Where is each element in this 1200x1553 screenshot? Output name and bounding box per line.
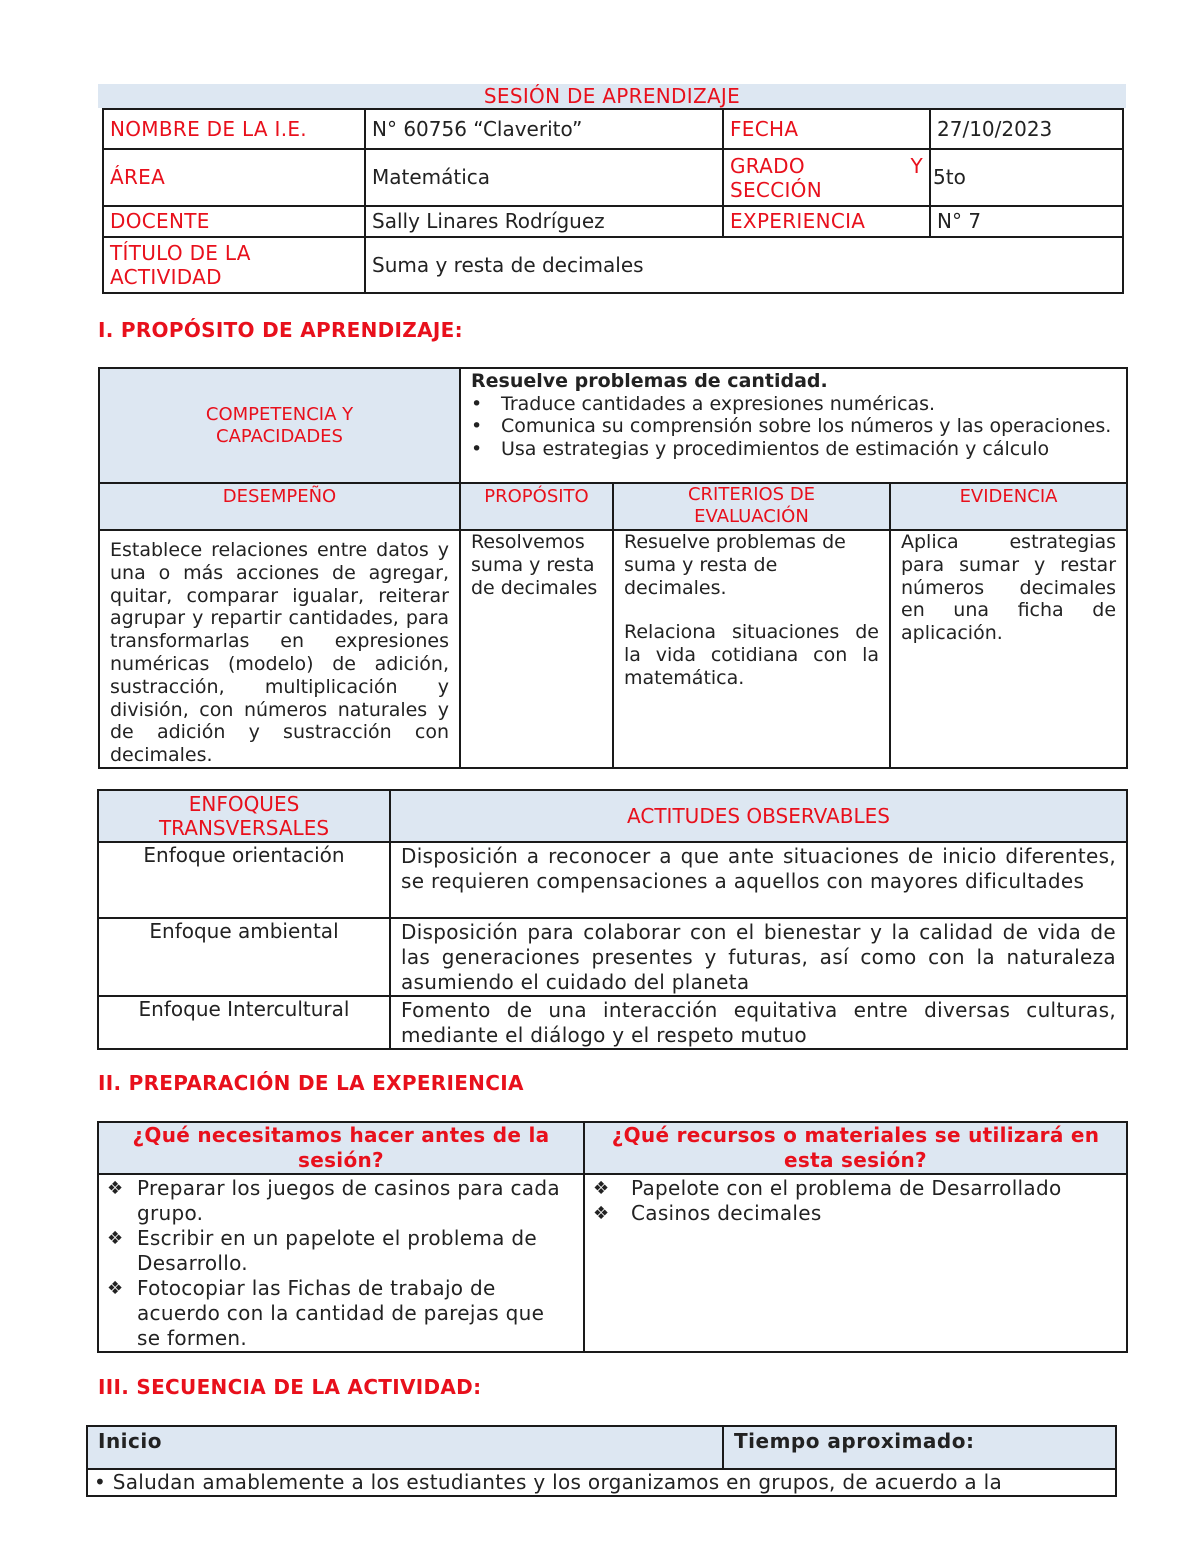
- docente-label: DOCENTE: [103, 206, 365, 237]
- session-title: SESIÓN DE APRENDIZAJE: [483, 84, 741, 108]
- area-value: Matemática: [365, 149, 723, 206]
- header-info-table: [102, 108, 1124, 294]
- enfoque-actitud: Disposición para colaborar con el bienestar y la calidad de vida de las generaciones presentes y futuras, así como con la naturaleza asumiendo el cuidado del planeta: [390, 918, 1127, 996]
- col-desempeno: DESEMPEÑO: [99, 483, 460, 530]
- section-3-heading: III. SECUENCIA DE LA ACTIVIDAD:: [98, 1375, 482, 1399]
- competencia-label-cell: [99, 368, 460, 483]
- docente-value: Sally Linares Rodríguez: [365, 206, 723, 237]
- grado-label-1: GRADO: [730, 153, 805, 178]
- diamond-bullet-icon: ❖: [107, 1228, 124, 1249]
- antes-cell: [98, 1174, 584, 1352]
- diamond-bullet-icon: ❖: [593, 1203, 610, 1224]
- col-actitudes: ACTITUDES OBSERVABLES: [390, 790, 1127, 842]
- desempeno-text: Establece relaciones entre datos y una o más acciones de agregar, quitar, comparar igualar, reiterar agrupar y repartir cantidades, para transformarlas en expresiones numéricas (modelo) de adición, sustracción, multiplicación y división, con números naturales y de adición y sustracción con decimales.: [99, 530, 460, 768]
- competencia-content: [460, 368, 1127, 483]
- experiencia-label: EXPERIENCIA: [723, 206, 930, 237]
- fecha-value: 27/10/2023: [930, 109, 1123, 149]
- capacidad-item: • Traduce cantidades a expresiones numéricas.: [471, 392, 936, 415]
- competencia-title: Resuelve problemas de cantidad.: [471, 370, 828, 392]
- diamond-bullet-icon: ❖: [107, 1178, 124, 1199]
- diamond-bullet-icon: ❖: [107, 1278, 124, 1299]
- col-criterios: CRITERIOS DE EVALUACIÓN: [613, 483, 890, 530]
- purpose-table: [98, 367, 1128, 769]
- col-recursos: ¿Qué recursos o materiales se utilizará en esta sesión?: [584, 1122, 1127, 1174]
- grado-label-2: SECCIÓN: [730, 177, 822, 202]
- list-item: ❖ Casinos decimales: [593, 1201, 822, 1225]
- section-1-heading: I. PROPÓSITO DE APRENDIZAJE:: [98, 318, 463, 342]
- ie-label: NOMBRE DE LA I.E.: [103, 109, 365, 149]
- titulo-value: Suma y resta de decimales: [365, 237, 1123, 293]
- criterio-1: Resuelve problemas de suma y resta de decimales.: [624, 531, 846, 599]
- area-label: ÁREA: [103, 149, 365, 206]
- titulo-label: TÍTULO DE LA ACTIVIDAD: [103, 237, 365, 293]
- competencia-label: COMPETENCIA Y CAPACIDADES: [205, 403, 354, 447]
- col-antes: ¿Qué necesitamos hacer antes de la sesión?: [98, 1122, 584, 1174]
- list-item: ❖ Papelote con el problema de Desarrollado: [593, 1176, 1062, 1200]
- ie-value: N° 60756 “Claverito”: [365, 109, 723, 149]
- sequence-table: [86, 1425, 1117, 1497]
- enfoque-name: Enfoque orientación: [98, 842, 390, 918]
- preparation-table: [97, 1121, 1128, 1353]
- grado-value: 5to: [930, 149, 1123, 206]
- criterio-2: Relaciona situaciones de la vida cotidiana con la matemática.: [624, 621, 879, 689]
- evidencia-text: Aplica estrategias para sumar y restar números decimales en una ficha de aplicación.: [890, 530, 1127, 768]
- col-tiempo: Tiempo aproximado:: [723, 1426, 1116, 1469]
- recursos-cell: [584, 1174, 1127, 1352]
- capacidad-item: • Usa estrategias y procedimientos de estimación y cálculo: [471, 437, 1050, 460]
- session-title-bar: [98, 84, 1126, 108]
- enfoques-table: [97, 789, 1128, 1050]
- col-evidencia: EVIDENCIA: [890, 483, 1127, 530]
- proposito-text: Resolvemos suma y resta de decimales: [460, 530, 613, 768]
- list-item: ❖ Preparar los juegos de casinos para cada grupo.: [107, 1176, 560, 1225]
- fecha-label: FECHA: [723, 109, 930, 149]
- list-item: ❖ Escribir en un papelote el problema de Desarrollo.: [107, 1226, 537, 1275]
- criterios-cell: [613, 530, 890, 768]
- experiencia-value: N° 7: [930, 206, 1123, 237]
- grado-label: [723, 149, 930, 206]
- inicio-first-item: • Saludan amablemente a los estudiantes y los organizamos en grupos, de acuerdo a la: [87, 1469, 1116, 1496]
- col-enfoques: ENFOQUES TRANSVERSALES: [98, 790, 390, 842]
- enfoque-actitud: Disposición a reconocer a que ante situaciones de inicio diferentes, se requieren compensaciones a aquellos con mayores dificultades: [390, 842, 1127, 918]
- section-2-heading: II. PREPARACIÓN DE LA EXPERIENCIA: [98, 1071, 524, 1095]
- col-inicio: Inicio: [87, 1426, 723, 1469]
- enfoque-name: Enfoque Intercultural: [98, 996, 390, 1049]
- col-proposito: PROPÓSITO: [460, 483, 613, 530]
- capacidad-item: • Comunica su comprensión sobre los números y las operaciones.: [471, 415, 1112, 437]
- enfoque-actitud: Fomento de una interacción equitativa entre diversas culturas, mediante el diálogo y el respeto mutuo: [390, 996, 1127, 1049]
- list-item: ❖ Fotocopiar las Fichas de trabajo de acuerdo con la cantidad de parejas que se formen.: [107, 1276, 545, 1350]
- enfoque-name: Enfoque ambiental: [98, 918, 390, 996]
- grado-label-y: Y: [910, 153, 923, 178]
- diamond-bullet-icon: ❖: [593, 1178, 610, 1199]
